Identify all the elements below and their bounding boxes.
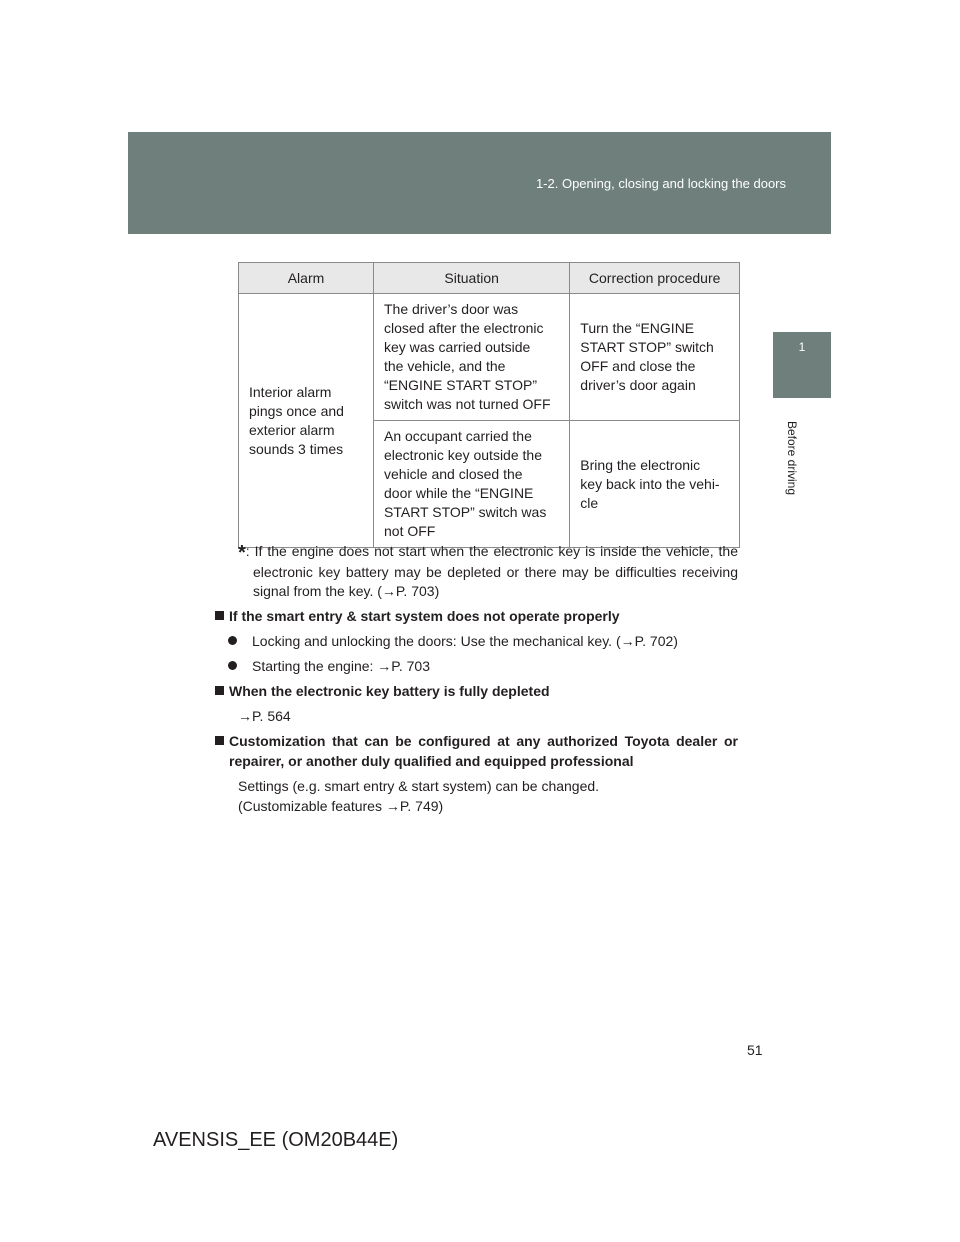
- section-body: →P. 564: [238, 708, 291, 724]
- correction-text: Turn the “ENGINE START STOP” switch OFF and close the driver’s door again: [580, 320, 714, 393]
- section-customization: [214, 731, 738, 816]
- chapter-number: 1: [798, 340, 806, 354]
- manual-code: AVENSIS_EE (OM20B44E): [153, 1129, 399, 1151]
- section-battery-depleted: [214, 681, 738, 726]
- header-situation: Situation: [374, 263, 570, 294]
- chapter-label: [782, 410, 802, 506]
- section-heading: If the smart entry & start system does not operate properly: [214, 606, 738, 626]
- header-alarm: Alarm: [239, 263, 374, 294]
- section-title: 1-2. Opening, closing and locking the doors: [535, 176, 786, 191]
- page-number: 51: [747, 1042, 763, 1058]
- footnote-text: : If the engine does not start when the electronic key is inside the vehicle, the electronic key battery may be depleted or there may be difficulties receiving signal from the key. (→P. 703): [245, 543, 738, 599]
- header-band: [128, 132, 831, 234]
- situation-cell: [374, 421, 570, 548]
- situation-text: An occupant carried the electronic key outside the vehicle and closed the door while the “ENGINE START STOP” switch was not OFF: [384, 428, 547, 539]
- list-item: Locking and unlocking the doors: Use the mechanical key. (→P. 702): [228, 631, 738, 651]
- alarm-table: [238, 262, 740, 548]
- list-item: Starting the engine: →P. 703: [228, 656, 738, 676]
- section-not-operating: [214, 606, 738, 676]
- correction-cell: [570, 294, 740, 421]
- chapter-tab: [773, 332, 831, 398]
- table-header-row: [239, 263, 740, 294]
- footnote-mark: *: [238, 542, 246, 564]
- section-heading: Customization that can be configured at any authorized Toyota dealer or repairer, or another duly qualified and equipped professional: [214, 731, 738, 771]
- section-heading: When the electronic key battery is fully depleted: [214, 681, 738, 701]
- alarm-cell: [239, 294, 374, 548]
- alarm-text: Interior alarm pings once and exterior alarm sounds 3 times: [249, 383, 344, 457]
- footnote: [238, 542, 738, 601]
- correction-text: Bring the electronic key back into the vehi- cle: [580, 456, 720, 511]
- situation-text: The driver’s door was closed after the electronic key was carried outside the vehicle, and the “ENGINE START STOP” switch was not turned OFF: [384, 301, 551, 412]
- table-row: [239, 294, 740, 421]
- situation-cell: [374, 294, 570, 421]
- chapter-label-text: Before driving: [785, 420, 799, 496]
- section-body: Settings (e.g. smart entry & start system) can be changed. (Customizable features →P. 749): [238, 778, 600, 814]
- correction-cell: [570, 421, 740, 548]
- header-correction: Correction procedure: [570, 263, 740, 294]
